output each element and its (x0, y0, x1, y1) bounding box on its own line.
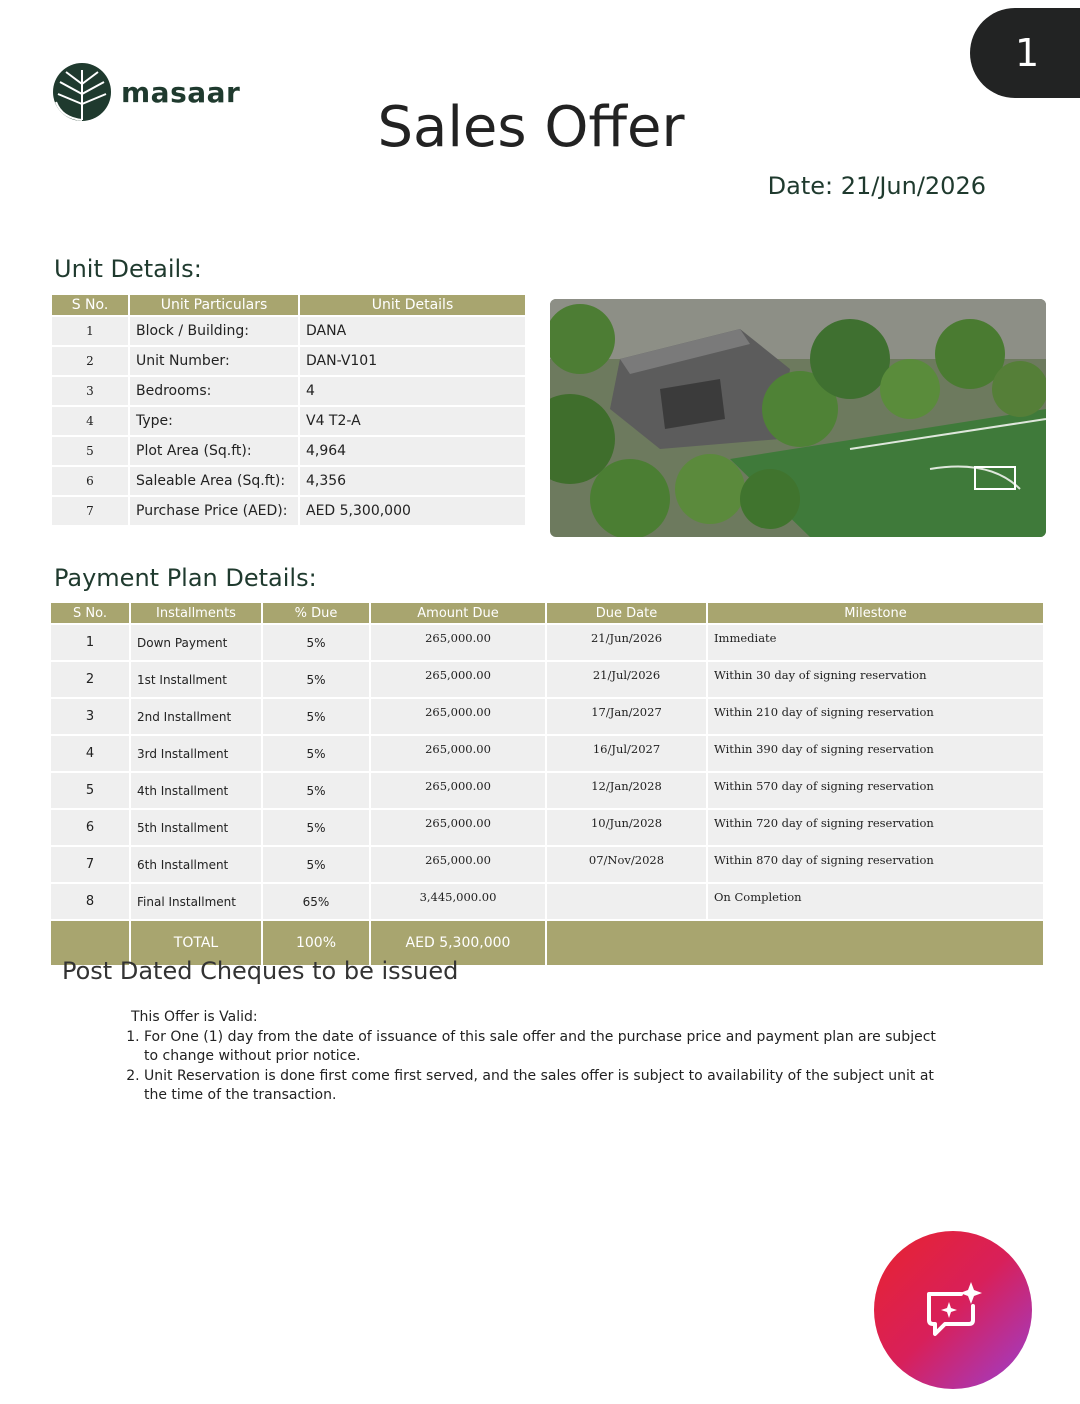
payment-row-due-date: 12/Jan/2028 (547, 773, 706, 808)
property-photo (550, 299, 1046, 537)
unit-row-label: Block / Building: (130, 317, 298, 345)
ai-chat-sparkle-icon (921, 1280, 985, 1340)
unit-row-value: 4,356 (300, 467, 525, 495)
unit-row (52, 497, 525, 525)
payment-row-milestone: On Completion (708, 884, 1043, 919)
col-header: Installments (131, 603, 261, 623)
unit-row-value: V4 T2-A (300, 407, 525, 435)
col-header: S No. (52, 295, 128, 315)
unit-row (52, 467, 525, 495)
payment-row-due-date: 16/Jul/2027 (547, 736, 706, 771)
payment-row-sn: 5 (51, 773, 129, 808)
payment-row (51, 625, 1043, 660)
unit-row-label: Unit Number: (130, 347, 298, 375)
payment-row-due-date (547, 884, 706, 919)
col-header: Milestone (708, 603, 1043, 623)
payment-row (51, 884, 1043, 919)
payment-row-pct: 5% (263, 847, 369, 882)
unit-row (52, 377, 525, 405)
offer-terms (131, 1008, 951, 1106)
payment-row-milestone: Within 210 day of signing reservation (708, 699, 1043, 734)
payment-row-amount: 265,000.00 (371, 699, 545, 734)
unit-row-sn: 6 (52, 467, 128, 495)
unit-row-sn: 1 (52, 317, 128, 345)
cheques-heading: Post Dated Cheques to be issued (62, 957, 459, 985)
unit-row-value: DANA (300, 317, 525, 345)
payment-row-sn: 6 (51, 810, 129, 845)
col-header: Amount Due (371, 603, 545, 623)
unit-row-value: 4,964 (300, 437, 525, 465)
payment-row-due-date: 21/Jul/2026 (547, 662, 706, 697)
payment-row-amount: 265,000.00 (371, 625, 545, 660)
page-number: 1 (1015, 31, 1040, 75)
payment-row (51, 662, 1043, 697)
payment-row (51, 773, 1043, 808)
payment-row-milestone: Within 30 day of signing reservation (708, 662, 1043, 697)
col-header: Unit Details (300, 295, 525, 315)
page-title: Sales Offer (377, 95, 685, 160)
payment-row-amount: 265,000.00 (371, 810, 545, 845)
col-header: S No. (51, 603, 129, 623)
payment-row-sn: 8 (51, 884, 129, 919)
payment-row-installment: 6th Installment (131, 847, 261, 882)
payment-row-amount: 265,000.00 (371, 773, 545, 808)
ai-assistant-button[interactable] (874, 1231, 1032, 1389)
unit-row-value: 4 (300, 377, 525, 405)
payment-row-milestone: Within 720 day of signing reservation (708, 810, 1043, 845)
payment-row-amount: 3,445,000.00 (371, 884, 545, 919)
payment-row-pct: 5% (263, 773, 369, 808)
unit-row-sn: 4 (52, 407, 128, 435)
terms-intro: This Offer is Valid: (131, 1009, 258, 1025)
payment-row-pct: 65% (263, 884, 369, 919)
payment-row-milestone: Immediate (708, 625, 1043, 660)
payment-row-pct: 5% (263, 625, 369, 660)
unit-row (52, 317, 525, 345)
unit-row-value: AED 5,300,000 (300, 497, 525, 525)
payment-row-installment: 4th Installment (131, 773, 261, 808)
col-header: Unit Particulars (130, 295, 298, 315)
payment-row-installment: 5th Installment (131, 810, 261, 845)
payment-row-sn: 3 (51, 699, 129, 734)
payment-row-installment: 1st Installment (131, 662, 261, 697)
payment-row-milestone: Within 870 day of signing reservation (708, 847, 1043, 882)
total-amount: AED 5,300,000 (371, 921, 545, 965)
payment-row (51, 847, 1043, 882)
unit-details-heading: Unit Details: (54, 255, 202, 283)
page-number-badge (970, 8, 1080, 98)
unit-row-value: DAN-V101 (300, 347, 525, 375)
total-label: TOTAL (131, 921, 261, 965)
payment-row-due-date: 07/Nov/2028 (547, 847, 706, 882)
brand-name: masaar (121, 75, 241, 109)
payment-row-installment: 2nd Installment (131, 699, 261, 734)
unit-row-label: Plot Area (Sq.ft): (130, 437, 298, 465)
payment-row-pct: 5% (263, 736, 369, 771)
payment-row-sn: 1 (51, 625, 129, 660)
payment-row (51, 699, 1043, 734)
payment-row-due-date: 21/Jun/2026 (547, 625, 706, 660)
total-pct: 100% (263, 921, 369, 965)
payment-row-amount: 265,000.00 (371, 847, 545, 882)
payment-row-sn: 2 (51, 662, 129, 697)
unit-details-table (50, 293, 527, 527)
payment-row-sn: 4 (51, 736, 129, 771)
payment-row (51, 810, 1043, 845)
unit-row-label: Purchase Price (AED): (130, 497, 298, 525)
unit-row-label: Saleable Area (Sq.ft): (130, 467, 298, 495)
payment-row-milestone: Within 390 day of signing reservation (708, 736, 1043, 771)
payment-plan-table (49, 601, 1045, 967)
payment-row-due-date: 17/Jan/2027 (547, 699, 706, 734)
payment-plan-heading: Payment Plan Details: (54, 564, 317, 592)
terms-item: 2. Unit Reservation is done first come first served, and the sales offer is subject to availability of the subject unit at the time of the transaction. (144, 1067, 951, 1106)
total-empty-cell (547, 921, 1043, 965)
payment-row-installment: 3rd Installment (131, 736, 261, 771)
payment-row-due-date: 10/Jun/2028 (547, 810, 706, 845)
payment-row-amount: 265,000.00 (371, 736, 545, 771)
payment-row-installment: Final Installment (131, 884, 261, 919)
payment-row-pct: 5% (263, 810, 369, 845)
payment-row-amount: 265,000.00 (371, 662, 545, 697)
payment-row-pct: 5% (263, 662, 369, 697)
unit-row-label: Type: (130, 407, 298, 435)
villa-aerial-image (550, 299, 1046, 537)
payment-row-sn: 7 (51, 847, 129, 882)
unit-row-label: Bedrooms: (130, 377, 298, 405)
unit-row-sn: 3 (52, 377, 128, 405)
payment-row-milestone: Within 570 day of signing reservation (708, 773, 1043, 808)
unit-row-sn: 2 (52, 347, 128, 375)
payment-row (51, 736, 1043, 771)
unit-row-sn: 5 (52, 437, 128, 465)
unit-row-sn: 7 (52, 497, 128, 525)
payment-row-pct: 5% (263, 699, 369, 734)
col-header: % Due (263, 603, 369, 623)
unit-row (52, 347, 525, 375)
col-header: Due Date (547, 603, 706, 623)
payment-row-installment: Down Payment (131, 625, 261, 660)
terms-item: 1. For One (1) day from the date of issuance of this sale offer and the purchase price and payment plan are subject to change without prior notice. (144, 1028, 951, 1067)
offer-date: Date: 21/Jun/2026 (767, 172, 986, 200)
unit-row (52, 437, 525, 465)
unit-row (52, 407, 525, 435)
